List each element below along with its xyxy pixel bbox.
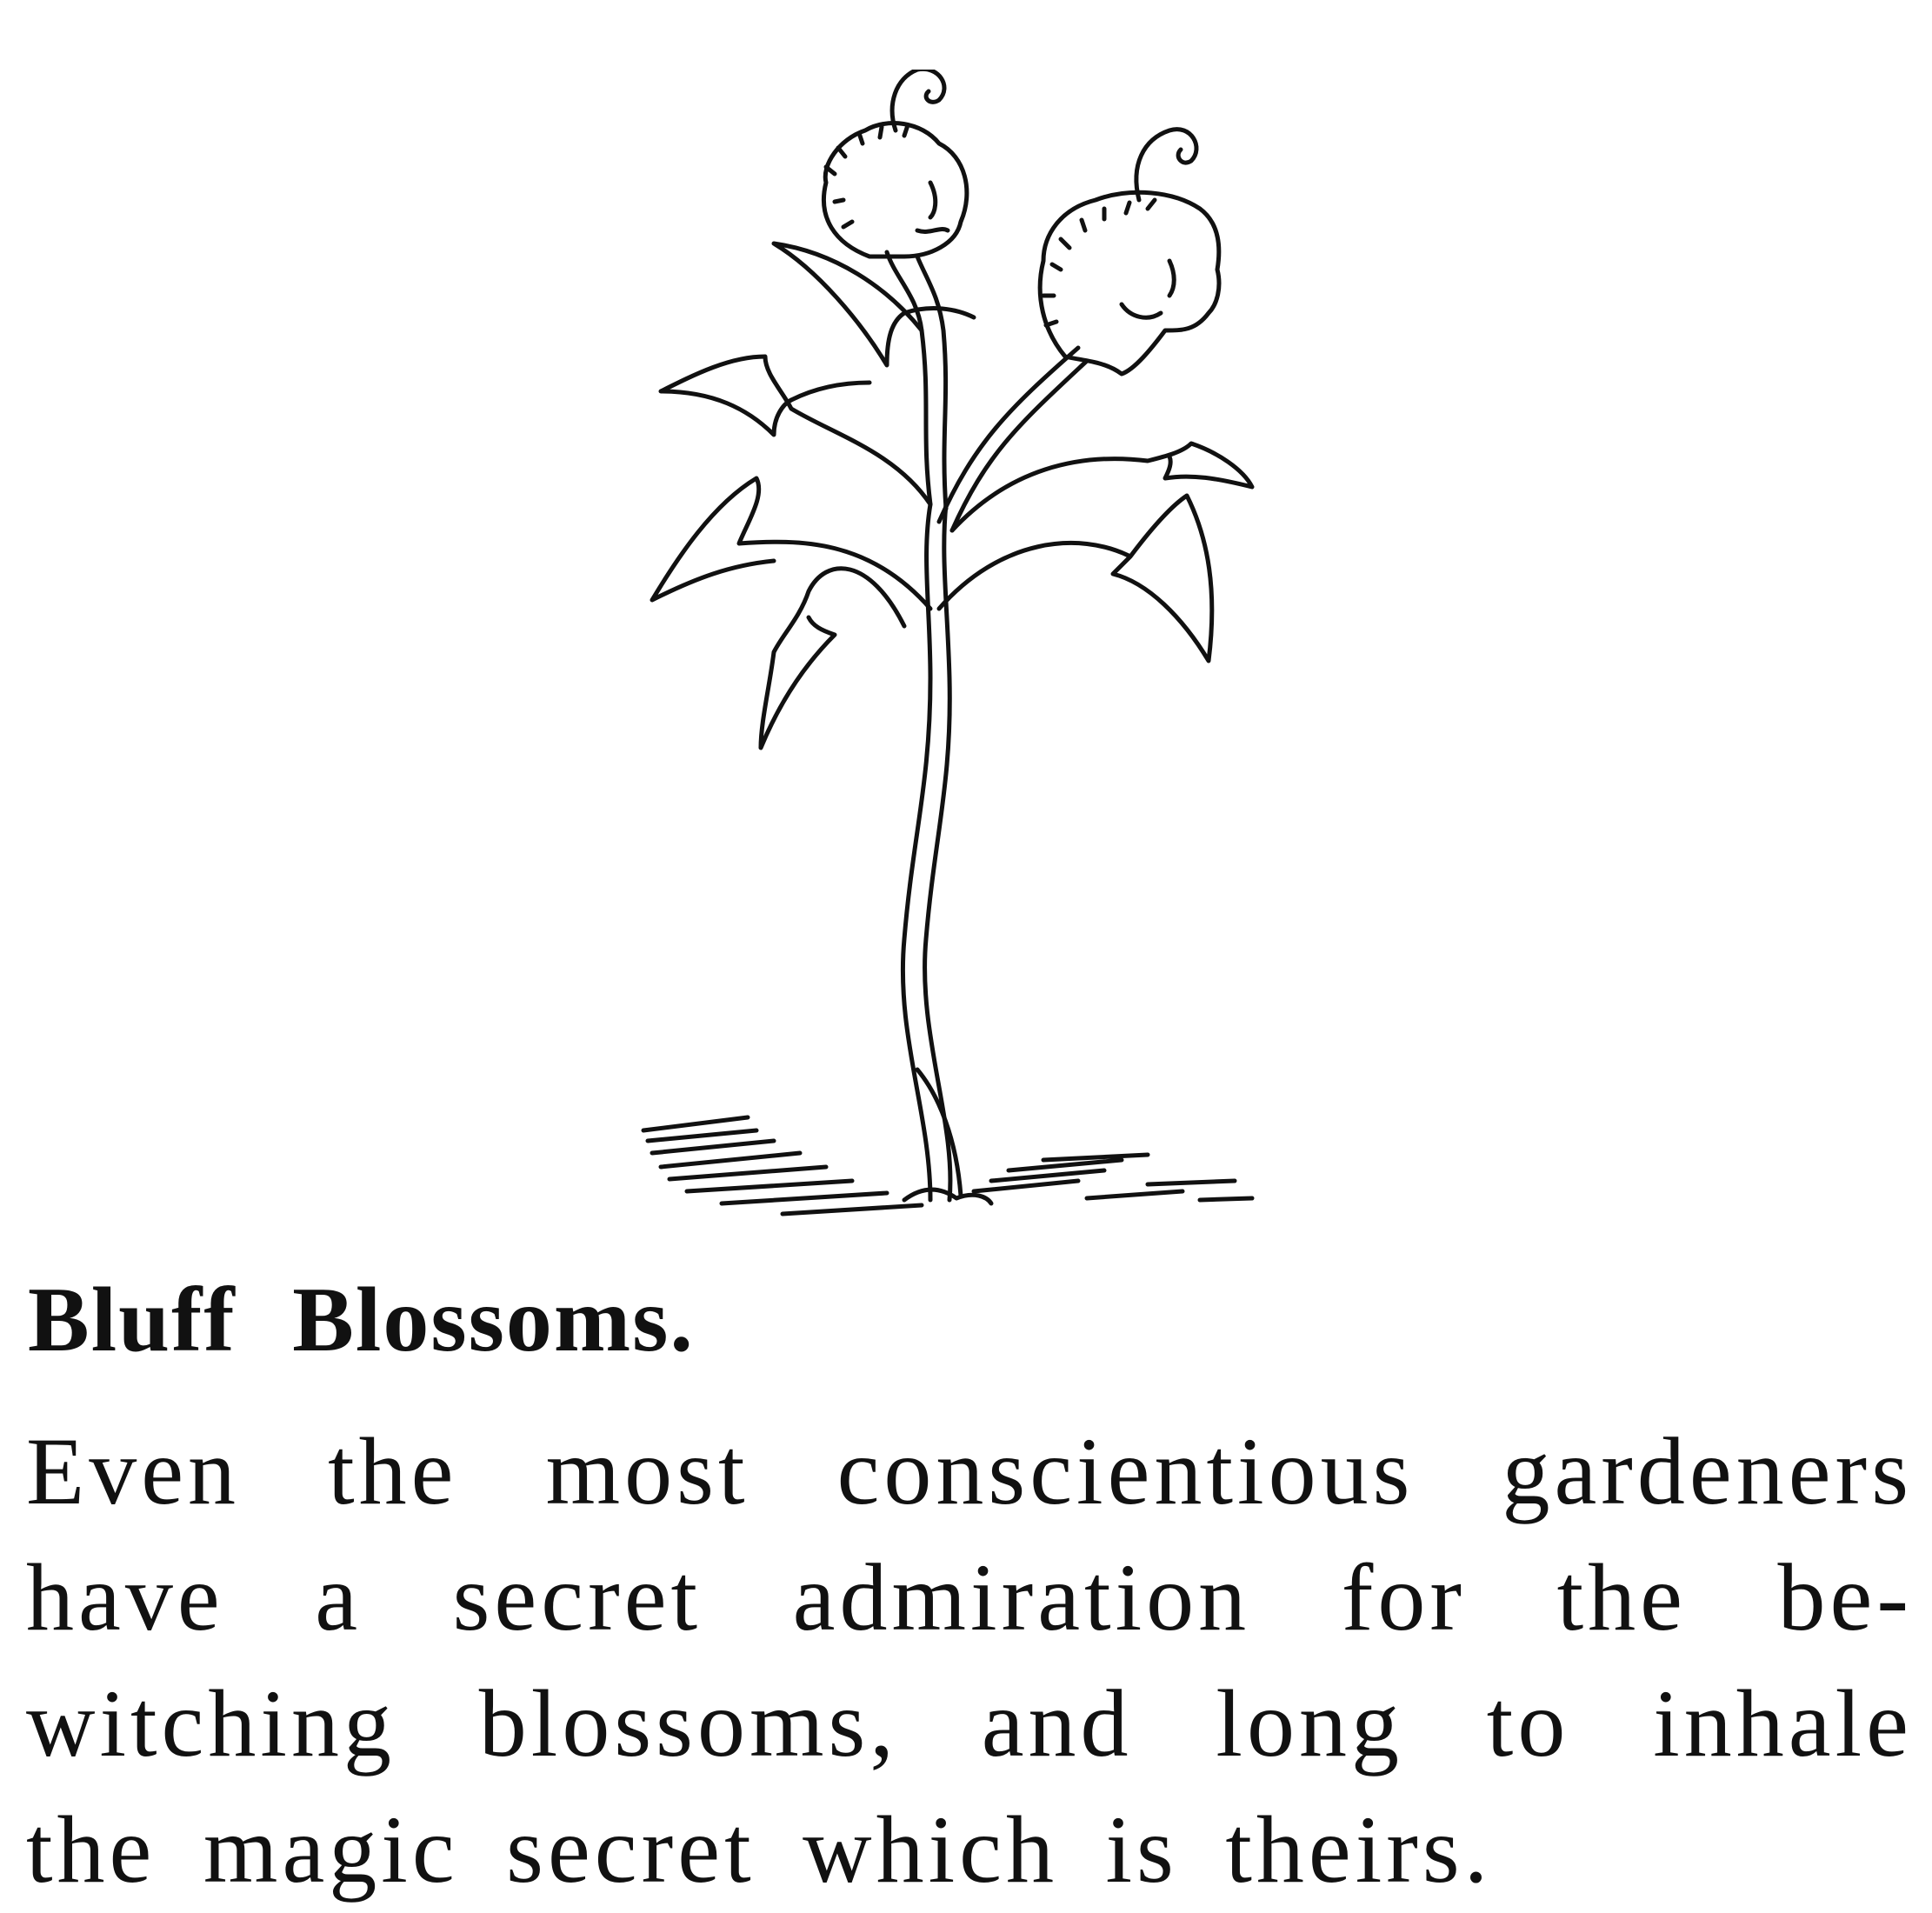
body-line: the magic secret which is theirs.	[26, 1796, 1493, 1903]
page-title: Bluff Blossoms.	[28, 1269, 695, 1370]
body-line: have a secret admiration for the be-	[26, 1544, 1913, 1650]
plant-with-two-face-blossoms-icon	[522, 70, 1391, 1235]
bluff-blossoms-illustration	[522, 70, 1391, 1235]
body-paragraph	[26, 1409, 1913, 1913]
body-line: witching blossoms, and long to inhale	[26, 1670, 1913, 1776]
body-line: Even the most conscientious gardeners	[26, 1418, 1913, 1524]
